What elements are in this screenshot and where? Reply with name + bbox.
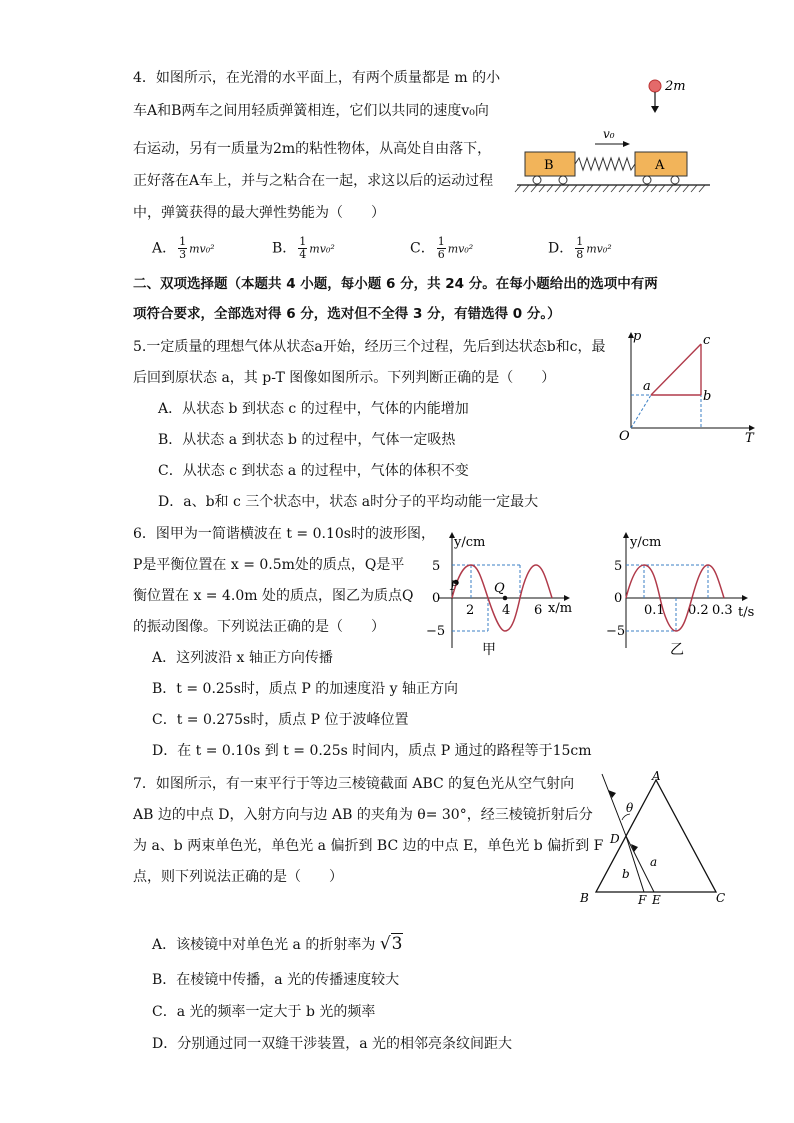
T-axis-label: T xyxy=(745,431,754,446)
ray-a-label: a xyxy=(650,855,658,869)
q4-option-b: B． $\frac{1}{4}$ mv₀² xyxy=(272,235,335,261)
sqrt-radicand: 3 xyxy=(391,934,403,954)
yi-tick-t1: 0.1 xyxy=(644,603,665,618)
point-E-label: E xyxy=(652,893,661,907)
q6-line1: 6．图甲为一简谐横波在 t = 0.10s时的波形图， xyxy=(133,526,435,542)
q5-option-b: B．从状态 a 到状态 b 的过程中，气体一定吸热 xyxy=(158,432,456,448)
section2-header-line2: 项符合要求，全部选对得 6 分，选对但不全得 3 分，有错选得 0 分。） xyxy=(133,306,561,322)
sqrt-symbol: √ xyxy=(379,934,391,954)
jia-tick-5: 5 xyxy=(432,559,441,574)
jia-tick-x6: 6 xyxy=(534,603,543,618)
state-a-label: a xyxy=(643,379,651,394)
spring xyxy=(575,158,635,170)
vertex-C-label: C xyxy=(716,891,726,905)
q7-option-d: D．分别通过同一双缝干涉装置，a 光的相邻亮条纹间距大 xyxy=(152,1036,513,1052)
jia-tick-neg5: −5 xyxy=(426,624,446,639)
q6-vibration-graph-yi xyxy=(600,530,755,660)
vertex-B-label: B xyxy=(580,891,589,905)
q7-line2: AB 边的中点 D，入射方向与边 AB 的夹角为 θ= 30°，经三棱镜折射后分 xyxy=(133,807,593,823)
yi-tick-neg5: −5 xyxy=(606,624,626,639)
cart-a-label: A xyxy=(655,158,665,173)
q4-option-a: A． $\frac{1}{3}$ mv₀² xyxy=(152,235,215,261)
q4-line2: 车A和B两车之间用轻质弹簧相连，它们以共同的速度v₀向 xyxy=(133,103,489,119)
q7-line4: 点，则下列说法正确的是（ ） xyxy=(133,869,343,885)
q6-option-a: A．这列波沿 x 轴正方向传播 xyxy=(152,650,333,666)
q6-option-c: C．t = 0.275s时，质点 P 位于波峰位置 xyxy=(152,712,409,728)
p-axis-label: p xyxy=(633,329,642,344)
theta-label: θ xyxy=(626,801,634,815)
q5-option-d: D．a、b和 c 三个状态中，状态 a时分子的平均动能一定最大 xyxy=(158,494,539,510)
q5-line2: 后回到原状态 a，其 p-T 图像如图所示。下列判断正确的是（ ） xyxy=(133,370,556,386)
q6-line4: 的振动图像。下列说法正确的是（ ） xyxy=(133,619,385,635)
point-F-label: F xyxy=(638,893,647,907)
q7-option-a: A．该棱镜中对单色光 a 的折射率为 √3 xyxy=(152,934,403,954)
q4-option-c: C． $\frac{1}{6}$ mv₀² xyxy=(410,235,474,261)
q7-prism-figure xyxy=(578,768,748,908)
q5-option-a: A．从状态 b 到状态 c 的过程中，气体的内能增加 xyxy=(158,401,469,417)
jia-ylabel: y/cm xyxy=(454,535,486,550)
q4-carts-figure xyxy=(515,72,715,212)
yi-tick-t3: 0.3 xyxy=(712,603,733,618)
origin-label: O xyxy=(619,429,630,444)
q7-option-b: B．在棱镜中传播，a 光的传播速度较大 xyxy=(152,972,400,988)
ray-b-label: b xyxy=(622,867,630,881)
q4-line1: 4．如图所示，在光滑的水平面上，有两个质量都是 m 的小 xyxy=(133,70,501,86)
yi-tick-t2: 0.2 xyxy=(688,603,709,618)
state-b-label: b xyxy=(703,389,712,404)
q5-option-c: C．从状态 c 到状态 a 的过程中，气体的体积不变 xyxy=(158,463,469,479)
q6-line3: 衡位置在 x = 4.0m 处的质点，图乙为质点Q xyxy=(133,588,414,604)
yi-xlabel: t/s xyxy=(738,605,755,620)
q4-line3: 右运动，另有一质量为2m的粘性物体，从高处自由落下， xyxy=(133,141,492,157)
jia-tick-0: 0 xyxy=(432,591,441,606)
q5-pT-graph xyxy=(615,328,765,446)
q6-wave-graph-jia xyxy=(420,530,573,660)
yi-tick-0: 0 xyxy=(614,591,623,606)
q6-line2: P是平衡位置在 x = 0.5m处的质点，Q是平 xyxy=(133,557,405,573)
mass-label: 2m xyxy=(665,79,686,94)
jia-caption: 甲 xyxy=(482,642,496,658)
yi-tick-5: 5 xyxy=(614,559,623,574)
falling-mass-ball xyxy=(649,80,661,92)
q4-line5: 中，弹簧获得的最大弹性势能为（ ） xyxy=(133,205,385,221)
cart-b-label: B xyxy=(544,158,554,173)
jia-tick-x4: 4 xyxy=(502,603,511,618)
process-a-c xyxy=(651,344,701,395)
section2-header-line1: 二、双项选择题（本题共 4 小题，每小题 6 分，共 24 分。在每小题给出的选项中有两 xyxy=(133,276,658,292)
velocity-label: v₀ xyxy=(603,127,615,141)
yi-ylabel: y/cm xyxy=(630,535,662,550)
point-P-label: P xyxy=(450,579,459,594)
point-Q xyxy=(503,596,508,601)
yi-caption: 乙 xyxy=(670,642,684,658)
q7-line1: 7．如图所示，有一束平行于等边三棱镜截面 ABC 的复色光从空气射向 xyxy=(133,776,575,792)
jia-xlabel: x/m xyxy=(548,601,573,616)
q6-option-d: D．在 t = 0.10s 到 t = 0.25s 时间内，质点 P 通过的路程等于15cm xyxy=(152,743,592,759)
q7-line3: 为 a、b 两束单色光，单色光 a 偏折到 BC 边的中点 E，单色光 b 偏折到 F xyxy=(133,838,604,854)
incident-ray xyxy=(602,774,626,836)
point-D-label: D xyxy=(610,832,620,846)
ray-b xyxy=(626,836,644,892)
q5-line1: 5.一定质量的理想气体从状态a开始，经历三个过程，先后到达状态b和c，最 xyxy=(133,339,606,355)
state-c-label: c xyxy=(703,333,711,348)
q6-option-b: B．t = 0.25s时，质点 P 的加速度沿 y 轴正方向 xyxy=(152,681,459,697)
q4-line4: 正好落在A车上，并与之粘合在一起，求这以后的运动过程 xyxy=(133,173,494,189)
jia-tick-x2: 2 xyxy=(466,603,475,618)
vertex-A-label: A xyxy=(652,769,661,783)
point-Q-label: Q xyxy=(494,581,505,596)
q7-option-c: C．a 光的频率一定大于 b 光的频率 xyxy=(152,1004,376,1020)
q4-option-d: D． $\frac{1}{8}$ mv₀² xyxy=(548,235,612,261)
wheels xyxy=(533,176,679,184)
